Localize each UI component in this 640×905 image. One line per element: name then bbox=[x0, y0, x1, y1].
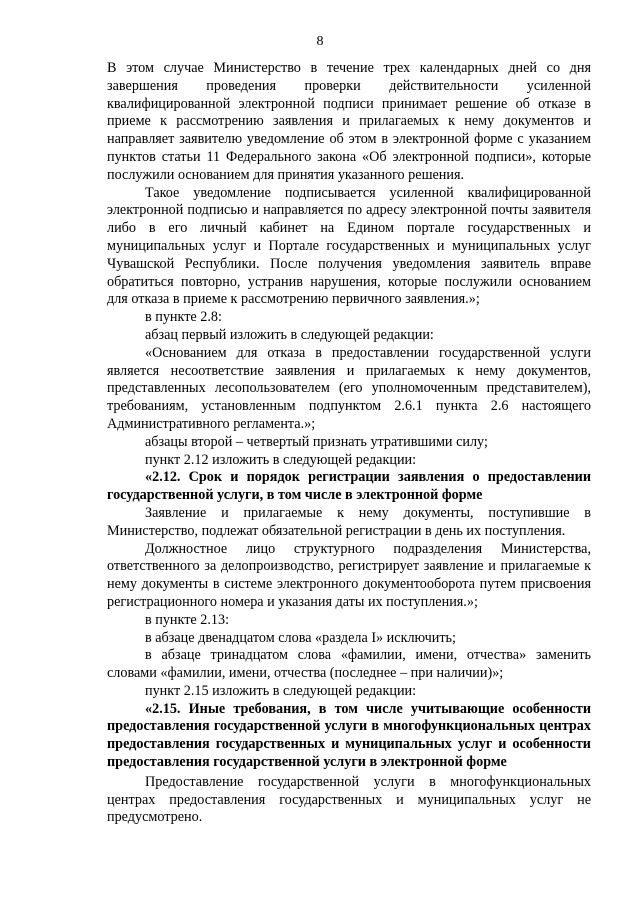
paragraph-ministry-refusal: В этом случае Министерство в течение трех календарных дней со дня завершения проведения проверки действительности усиленной квалифицированной электронной подписи принимает решение об отказе в приеме к рассмотрению заявления и прилагаемых к нему документов и направляет заявителю уведомление об этом в электронной форме с указанием пунктов статьи 11 Федерального закона «Об электронной подписи», которые послужили основанием для принятия указанного решения. bbox=[107, 60, 591, 183]
paragraph-twelfth-subparagraph: в абзаце двенадцатом слова «раздела I» исключить; bbox=[145, 629, 456, 646]
heading-2-15: «2.15. Иные требования, в том числе учитывающие особенности предоставления государственной услуги в многофункциональных центрах предоставления государственных и муниципальных услуг и особенности предоставления государственной услуги в электронной форме bbox=[107, 700, 591, 771]
paragraph-refusal-grounds: «Основанием для отказа в предоставлении государственной услуги является несоответствие заявления и прилагаемых к нему документов, представленных лесопользователем (его уполномоченным представителем), требованиям, установленным подпунктом 2.6.1 пункта 2.6 настоящего Административного регламента.»; bbox=[107, 344, 591, 432]
page-number: 8 bbox=[316, 34, 324, 49]
paragraph-point-2-15-intro: пункт 2.15 изложить в следующей редакции: bbox=[145, 682, 417, 699]
paragraph-first-subparagraph: абзац первый изложить в следующей редакции: bbox=[145, 326, 434, 343]
paragraph-mfc-not-provided: Предоставление государственной услуги в многофункциональных центрах предоставления государственных и муниципальных услуг не предусмотрено. bbox=[107, 773, 591, 826]
paragraph-point-2-13: в пункте 2.13: bbox=[145, 611, 230, 628]
paragraph-official-registers: Должностное лицо структурного подразделения Министерства, ответственного за делопроизводство, регистрирует заявление и прилагаемые к нему документы в системе электронного документооборота путем присвоения регистрационного номера и указания даты их поступления.»; bbox=[107, 540, 591, 610]
paragraph-point-2-12-intro: пункт 2.12 изложить в следующей редакции: bbox=[145, 451, 417, 468]
paragraph-point-2-8: в пункте 2.8: bbox=[145, 309, 222, 326]
paragraph-thirteenth-subparagraph: в абзаце тринадцатом слова «фамилии, имени, отчества» заменить словами «фамилии, имени, отчества (последнее – при наличии)»; bbox=[107, 647, 591, 682]
paragraph-invalidate-subparagraphs: абзацы второй – четвертый признать утратившими силу; bbox=[145, 433, 488, 450]
paragraph-notification-signature: Такое уведомление подписывается усиленной квалифицированной электронной подписью и направляется по адресу электронной почты заявителя либо в его личный кабинет на Едином портале государственных и муниципальных услуг и Портале государственных и муниципальных услуг Чувашской Республики. После получения уведомления заявитель вправе обратиться повторно, устранив нарушения, которые послужили основанием для отказа в приеме к рассмотрению первичного заявления.»; bbox=[107, 184, 591, 308]
document-body bbox=[107, 60, 591, 827]
heading-2-12: «2.12. Срок и порядок регистрации заявления о предоставлении государственной услуги, в том числе в электронной форме bbox=[107, 469, 591, 504]
paragraph-registration: Заявление и прилагаемые к нему документы, поступившие в Министерство, подлежат обязательной регистрации в день их поступления. bbox=[107, 504, 591, 539]
